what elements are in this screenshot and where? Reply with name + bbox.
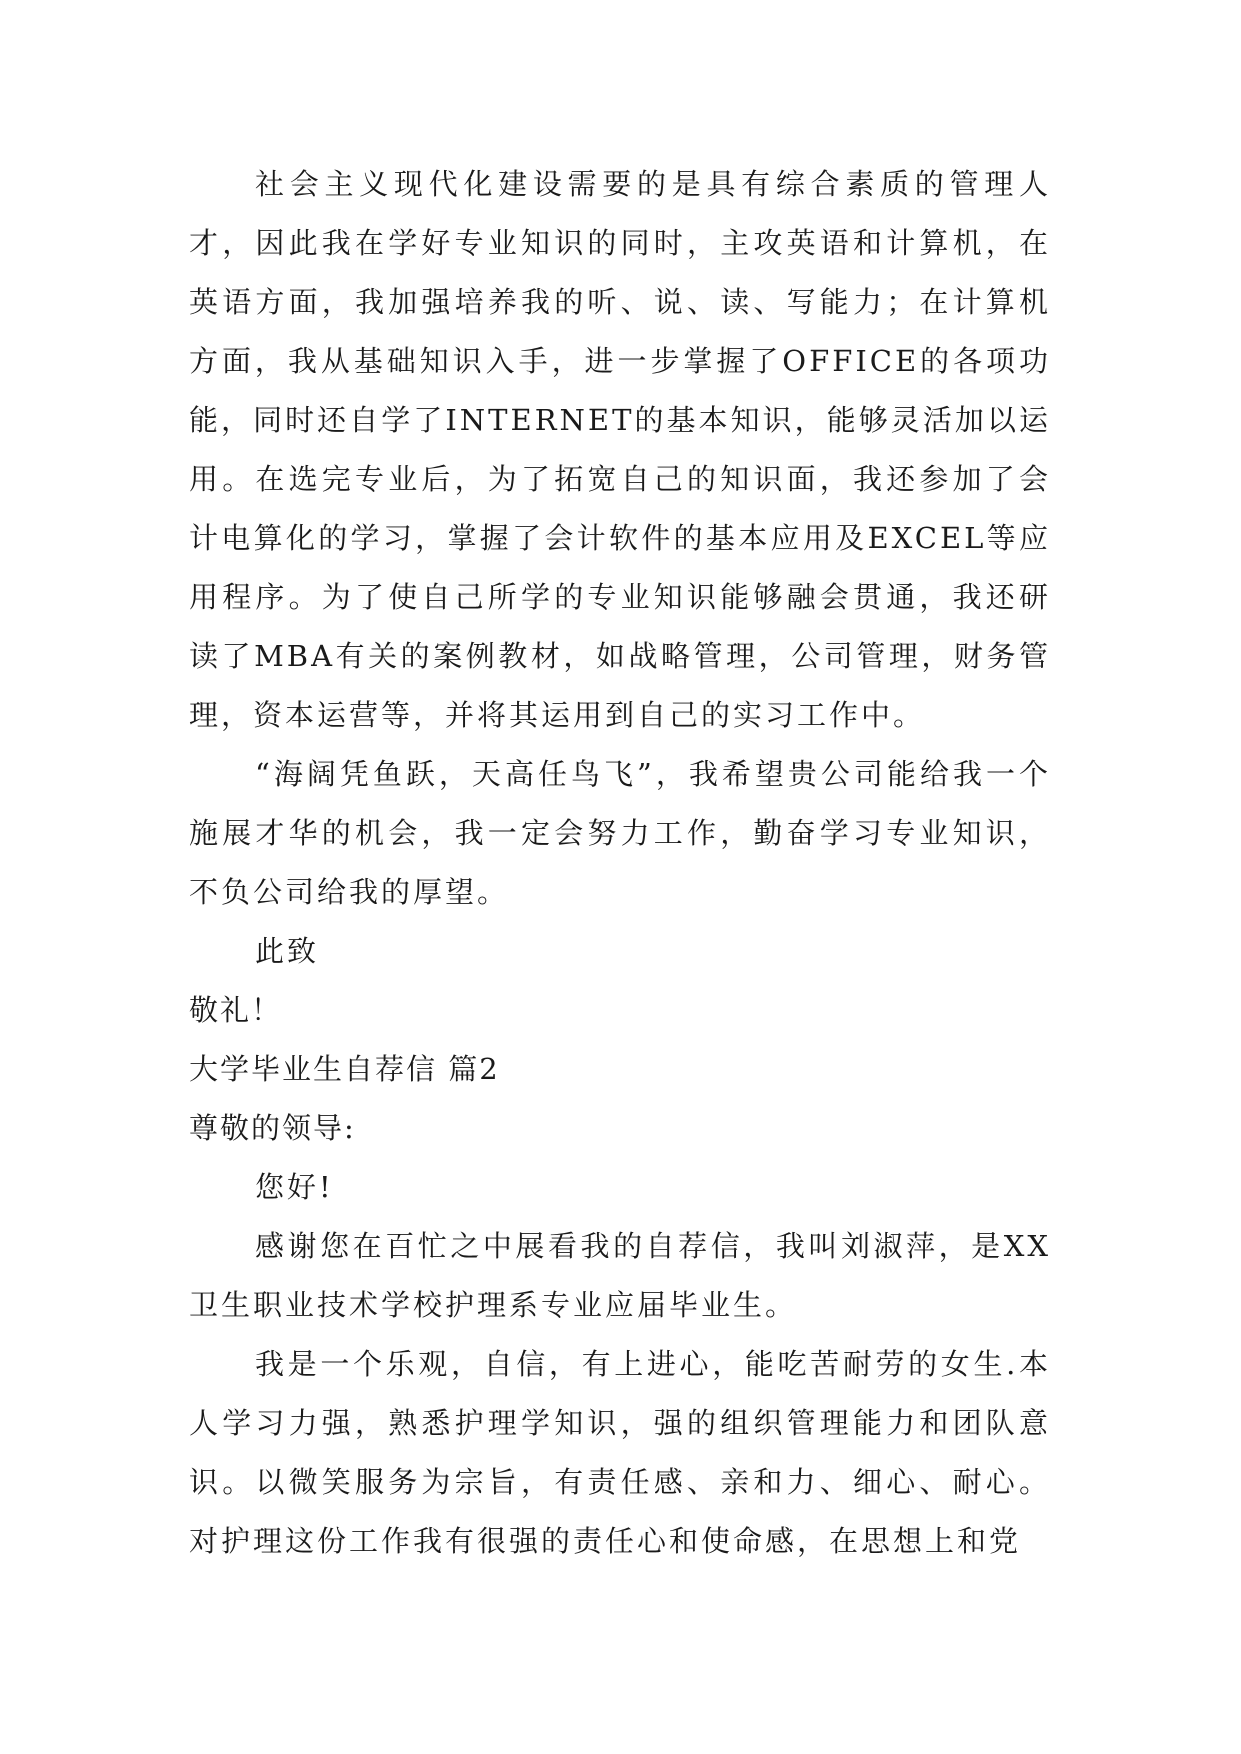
paragraph-introduction: 感谢您在百忙之中展看我的自荐信，我叫刘淑萍，是XX卫生职业技术学校护理系专业应届毕业生。 [189, 1229, 1051, 1322]
greeting-line: 您好! [255, 1170, 334, 1204]
paragraph-skills: 社会主义现代化建设需要的是具有综合素质的管理人才，因此我在学好专业知识的同时，主攻英语和计算机，在英语方面，我加强培养我的听、说、读、写能力；在计算机方面，我从基础知识入手，进一步掌握了OFFICE的各项功能，同时还自学了INTERNET的基本知识，能够灵活加以运用。在选完专业后，为了拓宽自己的知识面，我还参加了会计电算化的学习，掌握了会计软件的基本应用及EXCEL等应用程序。为了使自己所学的专业知识能够融会贯通，我还研读了MBA有关的案例教材，如战略管理，公司管理，财务管理，资本运营等，并将其运用到自己的实习工作中。 [189, 167, 1051, 732]
paragraph-personality: 我是一个乐观，自信，有上进心，能吃苦耐劳的女生.本人学习力强，熟悉护理学知识，强的组织管理能力和团队意识。以微笑服务为宗旨，有责任感、亲和力、细心、耐心。对护理这份工作我有很强的责任心和使命感，在思想上和党 [189, 1347, 1051, 1558]
document-body [189, 155, 1051, 1571]
section-title: 大学毕业生自荐信 篇2 [189, 1052, 500, 1086]
salutation: 敬礼！ [189, 993, 283, 1027]
paragraph-aspiration: “海阔凭鱼跃，天高任鸟飞”，我希望贵公司能给我一个施展才华的机会，我一定会努力工作，勤奋学习专业知识，不负公司给我的厚望。 [189, 757, 1051, 909]
recipient-line: 尊敬的领导: [189, 1111, 356, 1145]
closing-phrase: 此致 [255, 934, 320, 968]
